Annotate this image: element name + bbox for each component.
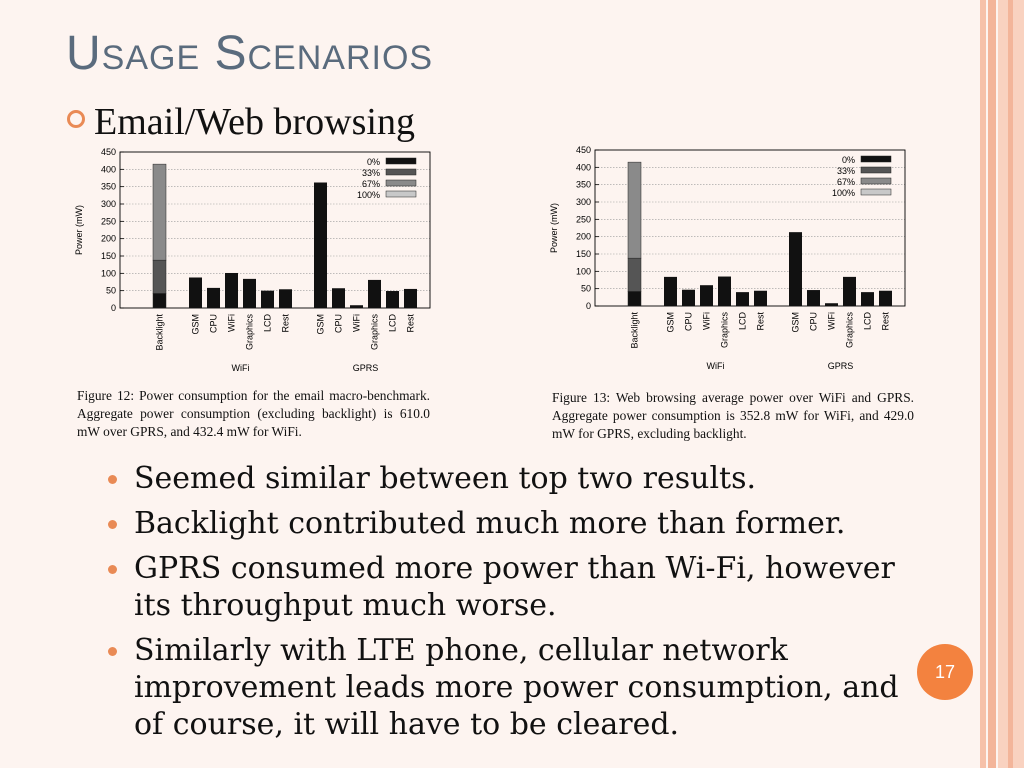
y-tick-label: 100 bbox=[100, 268, 116, 279]
bar bbox=[789, 232, 802, 306]
bar bbox=[807, 290, 820, 306]
legend-swatch bbox=[861, 156, 891, 162]
bar bbox=[386, 291, 399, 308]
legend-label: 33% bbox=[836, 166, 855, 176]
legend-swatch bbox=[861, 189, 891, 195]
x-tick-label: Graphics bbox=[844, 312, 855, 349]
subheading: Email/Web browsing bbox=[94, 101, 415, 143]
y-tick-label: 100 bbox=[575, 266, 591, 277]
x-tick-label: Rest bbox=[405, 314, 416, 333]
bullet-text: GPRS consumed more power than Wi-Fi, however its throughput much worse. bbox=[134, 551, 895, 623]
bar bbox=[825, 303, 838, 306]
y-tick-label: 400 bbox=[575, 162, 591, 173]
bar bbox=[879, 291, 892, 306]
x-tick-label: CPU bbox=[333, 314, 344, 334]
bullet-item bbox=[104, 460, 904, 497]
bar bbox=[718, 277, 731, 306]
x-tick-label: Graphics bbox=[719, 312, 730, 349]
y-tick-label: 50 bbox=[580, 283, 591, 294]
x-tick-label: Graphics bbox=[244, 314, 255, 351]
y-tick-label: 150 bbox=[100, 251, 116, 261]
bullet-list bbox=[104, 460, 904, 751]
legend-swatch bbox=[386, 158, 416, 164]
x-tick-label: LCD bbox=[862, 312, 873, 331]
bullet-text: Backlight contributed much more than former. bbox=[134, 506, 846, 541]
legend-swatch bbox=[861, 178, 891, 184]
figure-12-chart bbox=[70, 142, 440, 382]
x-tick-label: Rest bbox=[280, 314, 291, 333]
bar bbox=[314, 183, 327, 308]
bullet-dot-icon bbox=[108, 475, 117, 484]
bar bbox=[861, 292, 874, 306]
y-tick-label: 450 bbox=[575, 145, 591, 155]
legend-swatch bbox=[386, 169, 416, 175]
bar bbox=[404, 289, 417, 308]
x-tick-label: LCD bbox=[387, 314, 398, 333]
y-tick-label: 450 bbox=[100, 147, 116, 157]
y-tick-label: 400 bbox=[100, 164, 116, 175]
legend-label: 0% bbox=[366, 157, 380, 167]
plot-frame bbox=[120, 152, 430, 308]
y-tick-label: 250 bbox=[100, 216, 116, 227]
y-tick-label: 200 bbox=[575, 231, 591, 242]
x-tick-label: Rest bbox=[755, 312, 766, 331]
x-tick-label: GSM bbox=[190, 314, 201, 335]
x-tick-label: WiFi bbox=[351, 314, 362, 332]
group-label: WiFi bbox=[231, 363, 250, 373]
figure-13-caption: Figure 13: Web browsing average power over WiFi and GPRS. Aggregate power consumption is 352.8 mW for WiFi, and 429.0 mW for GPRS, excluding backlight. bbox=[552, 390, 914, 441]
legend-label: 67% bbox=[836, 177, 855, 187]
group-label: GPRS bbox=[352, 363, 379, 373]
slide-title: Usage Scenarios bbox=[66, 27, 434, 80]
legend-label: 100% bbox=[831, 188, 855, 198]
bullet-dot-icon bbox=[108, 565, 117, 574]
bullet-item bbox=[104, 505, 904, 542]
bar bbox=[243, 279, 256, 308]
backlight-bar-segment bbox=[628, 291, 641, 306]
y-tick-label: 200 bbox=[100, 233, 116, 244]
bar bbox=[682, 290, 695, 306]
bar bbox=[664, 277, 677, 306]
bar bbox=[225, 273, 238, 308]
y-tick-label: 0 bbox=[585, 301, 591, 311]
bullet-item bbox=[104, 632, 904, 743]
x-tick-label: GSM bbox=[790, 312, 801, 333]
bar bbox=[754, 291, 767, 306]
bar bbox=[207, 288, 220, 308]
x-tick-label: GSM bbox=[665, 312, 676, 333]
x-tick-label: Backlight bbox=[154, 314, 165, 351]
y-tick-label: 250 bbox=[575, 214, 591, 225]
y-axis-label: Power (mW) bbox=[549, 203, 559, 253]
x-tick-label: CPU bbox=[808, 312, 819, 332]
legend-swatch bbox=[386, 191, 416, 197]
right-border-stripe-1 bbox=[980, 0, 986, 768]
bar bbox=[736, 292, 749, 306]
backlight-bar-segment bbox=[628, 258, 641, 291]
legend-label: 0% bbox=[841, 155, 855, 165]
page-number-badge: 17 bbox=[917, 644, 973, 700]
bar bbox=[368, 280, 381, 308]
y-tick-label: 300 bbox=[575, 197, 591, 207]
x-tick-label: Graphics bbox=[369, 314, 380, 351]
x-tick-label: CPU bbox=[208, 314, 219, 334]
bar bbox=[843, 277, 856, 306]
right-border-stripe-4 bbox=[1008, 0, 1013, 768]
subheading-bullet-icon bbox=[67, 110, 85, 128]
group-label: GPRS bbox=[827, 361, 854, 371]
bar bbox=[189, 277, 202, 308]
figure-13-chart bbox=[545, 140, 915, 380]
x-tick-label: LCD bbox=[737, 312, 748, 331]
x-tick-label: WiFi bbox=[826, 312, 837, 330]
bullet-dot-icon bbox=[108, 520, 117, 529]
legend-label: 33% bbox=[361, 168, 380, 178]
bar bbox=[332, 288, 345, 308]
backlight-bar-segment bbox=[153, 164, 166, 260]
x-tick-label: Backlight bbox=[629, 312, 640, 349]
right-border-stripe-2 bbox=[988, 0, 996, 768]
bullet-dot-icon bbox=[108, 647, 117, 656]
x-tick-label: CPU bbox=[683, 312, 694, 332]
y-tick-label: 0 bbox=[110, 303, 116, 313]
bullet-item bbox=[104, 550, 904, 624]
x-tick-label: Rest bbox=[880, 312, 891, 331]
plot-frame bbox=[595, 150, 905, 306]
bullet-text: Similarly with LTE phone, cellular network improvement leads more power consumption, and of course, it will have to be cleared. bbox=[134, 633, 899, 742]
x-tick-label: WiFi bbox=[226, 314, 237, 332]
bar bbox=[700, 285, 713, 306]
y-tick-label: 50 bbox=[105, 285, 116, 296]
legend-label: 100% bbox=[356, 190, 380, 200]
y-tick-label: 350 bbox=[575, 179, 591, 190]
legend-label: 67% bbox=[361, 179, 380, 189]
backlight-bar-segment bbox=[628, 162, 641, 258]
x-tick-label: WiFi bbox=[701, 312, 712, 330]
x-tick-label: GSM bbox=[315, 314, 326, 335]
y-tick-label: 150 bbox=[575, 249, 591, 259]
bullet-text: Seemed similar between top two results. bbox=[134, 461, 757, 496]
y-tick-label: 300 bbox=[100, 199, 116, 209]
backlight-bar-segment bbox=[153, 293, 166, 308]
backlight-bar-segment bbox=[153, 260, 166, 293]
bar bbox=[279, 289, 292, 308]
y-axis-label: Power (mW) bbox=[74, 205, 84, 255]
legend-swatch bbox=[861, 167, 891, 173]
bar bbox=[261, 291, 274, 308]
legend-swatch bbox=[386, 180, 416, 186]
bar bbox=[350, 305, 363, 308]
x-tick-label: LCD bbox=[262, 314, 273, 333]
y-tick-label: 350 bbox=[100, 181, 116, 192]
group-label: WiFi bbox=[706, 361, 725, 371]
figure-12-caption: Figure 12: Power consumption for the email macro-benchmark. Aggregate power consumption (excluding backlight) is 610.0 mW over GPRS, and 432.4 mW for WiFi. bbox=[77, 388, 430, 439]
